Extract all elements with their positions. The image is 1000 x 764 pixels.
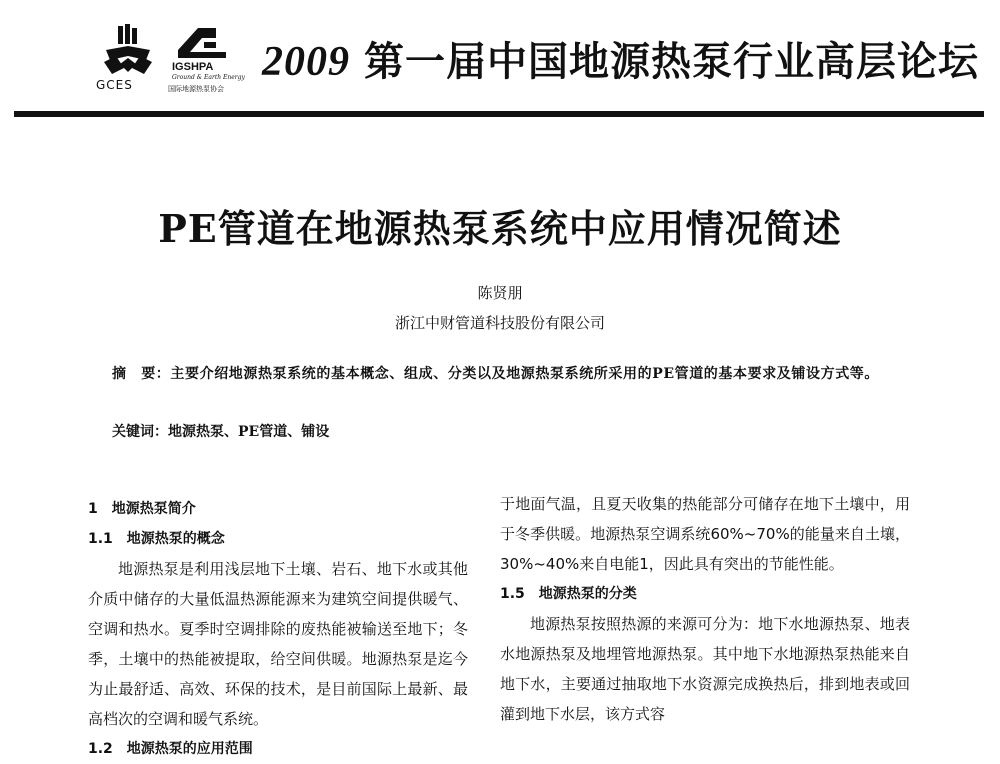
section-heading-1-1: 1.1 地源热泵的概念	[88, 531, 225, 547]
forum-header	[262, 30, 979, 87]
keywords	[112, 421, 329, 441]
section-heading-1: 1 地源热泵简介	[88, 501, 196, 517]
abstract	[92, 361, 910, 387]
paper-title: PE管道在地源热泵系统中应用情况简述	[158, 206, 842, 251]
keywords-label: 关键词：	[112, 424, 168, 440]
forum-year: 2009	[262, 39, 350, 85]
paper-author: 陈贤朋	[477, 284, 523, 302]
right-column	[500, 489, 910, 729]
header-logos	[88, 20, 248, 102]
abstract-text: 主要介绍地源热泵系统的基本概念、组成、分类以及地源热泵系统所采用的PE管道的基本要求及铺设方式等。	[170, 366, 880, 382]
keywords-text: 地源热泵、PE管道、铺设	[168, 424, 330, 440]
section-heading-1-5: 1.5 地源热泵的分类	[500, 586, 637, 602]
left-column	[88, 494, 468, 764]
forum-name: 第一届中国地源热泵行业高层论坛	[364, 38, 979, 85]
abstract-label: 摘 要：	[112, 366, 171, 382]
igshpa-logo-icon	[172, 20, 232, 62]
paper-affiliation: 浙江中财管道科技股份有限公司	[394, 314, 605, 332]
section-heading-1-2: 1.2 地源热泵的应用范围	[88, 741, 253, 757]
gces-logo-icon	[88, 20, 168, 80]
gces-label: GCES	[96, 78, 133, 92]
igshpa-subtitle: Ground & Earth Energy	[172, 74, 245, 81]
paragraph-classification: 地源热泵按照热源的来源可分为：地下水地源热泵、地表水地源热泵及地埋管地源热泵。其中地下水地源热泵热能来自地下水，主要通过抽取地下水资源完成换热后，排到地表或回灌到地下水层，该方式容	[500, 615, 910, 723]
igshpa-chinese-name: 国际地源热泵协会	[168, 85, 224, 93]
paragraph-concept: 地源热泵是利用浅层地下土壤、岩石、地下水或其他介质中储存的大量低温热源能源来为建筑空间提供暖气、空调和热水。夏季时空调排除的废热能被输送至地下；冬季，土壤中的热能被提取，给空间供暖。地源热泵是迄今为止最舒适、高效、环保的技术，是目前国际上最新、最高档次的空调和暖气系统。	[88, 560, 468, 728]
igshpa-label: IGSHPA	[172, 61, 214, 73]
paragraph-continued: 于地面气温，且夏天收集的热能部分可储存在地下土壤中，用于冬季供暖。地源热泵空调系统60%~70%的能量来自土壤，30%~40%来自电能1，因此具有突出的节能性能。	[500, 495, 910, 573]
header-rule	[14, 111, 984, 117]
